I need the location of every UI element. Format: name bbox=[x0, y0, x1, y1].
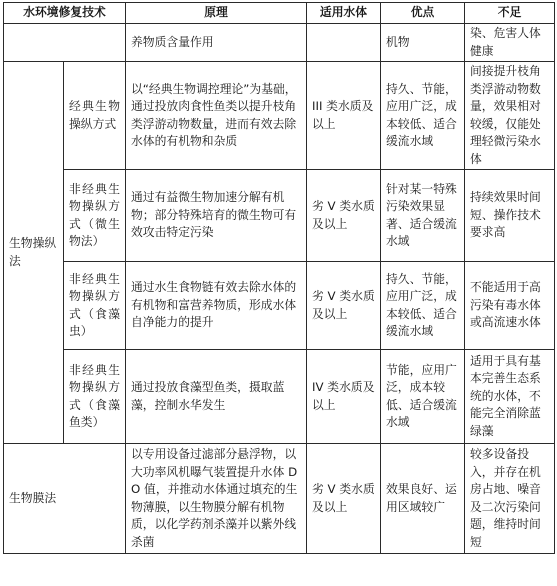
principle-algae-fish: 通过投放食藻型鱼类，摄取蓝藻，控制水华发生 bbox=[126, 350, 307, 444]
advantages-biofilm: 效果良好、运用区域较广 bbox=[381, 444, 465, 554]
advantages-algae-insect: 持久、节能，应用广泛，成本较低、适合缓流水域 bbox=[381, 262, 465, 350]
table-row-continuation bbox=[4, 24, 555, 62]
continuation-technology-cell bbox=[4, 24, 126, 62]
continuation-water bbox=[307, 24, 381, 62]
disadvantages-biofilm: 较多设备投入，并存在机房占地、噪音及二次污染问题，维持时间短 bbox=[465, 444, 555, 554]
advantages-microbe: 针对某一特殊污染效果显著、适合缓流水域 bbox=[381, 170, 465, 262]
group-label-bio-manipulation: 生物操纵法 bbox=[4, 62, 64, 444]
header-disadvantages: 不足 bbox=[465, 3, 555, 24]
continuation-principle: 养物质含量作用 bbox=[126, 24, 307, 62]
method-algae-fish: 非经典生物操纵方式（食藻鱼类） bbox=[64, 350, 126, 444]
table-row-classic bbox=[4, 62, 555, 170]
water-microbe: 劣 V 类水质及以上 bbox=[307, 170, 381, 262]
water-algae-insect: 劣 V 类水质及以上 bbox=[307, 262, 381, 350]
table-row-algae-fish bbox=[4, 350, 555, 444]
water-algae-fish: IV 类水质及以上 bbox=[307, 350, 381, 444]
group-label-biofilm: 生物膜法 bbox=[4, 444, 126, 554]
header-technology: 水环境修复技术 bbox=[4, 3, 126, 24]
principle-classic: 以“经典生物调控理论”为基础，通过投放肉食性鱼类以提升枝角类浮游动物数量，进而有效去除水体的有机物和杂质 bbox=[126, 62, 307, 170]
table-row-biofilm bbox=[4, 444, 555, 554]
header-water-body: 适用水体 bbox=[307, 3, 381, 24]
disadvantages-algae-fish: 适用于具有基本完善生态系统的水体，不能完全消除蓝绿藻 bbox=[465, 350, 555, 444]
principle-algae-insect: 通过水生食物链有效去除水体的有机物和富营养物质，形成水体自净能力的提升 bbox=[126, 262, 307, 350]
header-principle: 原理 bbox=[126, 3, 307, 24]
principle-microbe: 通过有益微生物加速分解有机物；部分特殊培育的微生物可有效攻击特定污染 bbox=[126, 170, 307, 262]
disadvantages-classic: 间接提升枝角类浮游动物数量，效果相对较缓，仅能处理轻微污染水体 bbox=[465, 62, 555, 170]
header-advantages: 优点 bbox=[381, 3, 465, 24]
advantages-classic: 持久、节能，应用广泛，成本较低、适合缓流水域 bbox=[381, 62, 465, 170]
method-microbe: 非经典生物操纵方式（微生物法） bbox=[64, 170, 126, 262]
advantages-algae-fish: 节能，应用广泛，成本较低、适合缓流水域 bbox=[381, 350, 465, 444]
disadvantages-microbe: 持续效果时间短、操作技术要求高 bbox=[465, 170, 555, 262]
table-header-row bbox=[4, 3, 555, 24]
continuation-advantages: 机物 bbox=[381, 24, 465, 62]
method-classic: 经典生物操纵方式 bbox=[64, 62, 126, 170]
water-classic: III 类水质及以上 bbox=[307, 62, 381, 170]
continuation-disadvantages: 染、危害人体健康 bbox=[465, 24, 555, 62]
principle-biofilm: 以专用设备过滤部分悬浮物，以大功率风机曝气装置提升水体 DO 值，并推动水体通过填充的生物薄膜，以生物膜分解有机物质，以化学药剂杀藻并以紫外线杀菌 bbox=[126, 444, 307, 554]
remediation-tech-table bbox=[3, 2, 555, 554]
water-biofilm: 劣 V 类水质及以上 bbox=[307, 444, 381, 554]
table-row-algae-insect bbox=[4, 262, 555, 350]
method-algae-insect: 非经典生物操纵方式（食藻虫） bbox=[64, 262, 126, 350]
table-row-microbe bbox=[4, 170, 555, 262]
disadvantages-algae-insect: 不能适用于高污染有毒水体或高流速水体 bbox=[465, 262, 555, 350]
